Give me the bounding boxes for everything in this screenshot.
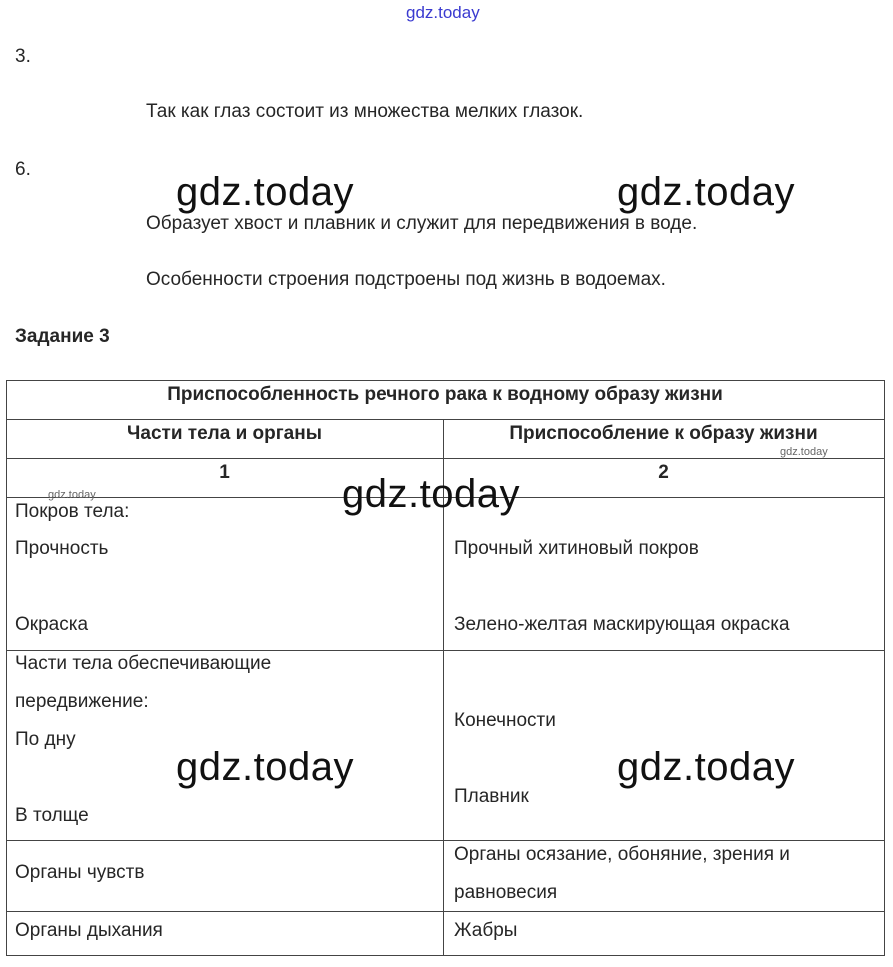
- cell-text: равновесия: [454, 882, 558, 903]
- column-number: 1: [219, 462, 230, 483]
- cell-text: Жабры: [454, 920, 518, 941]
- cell-text: Прочный хитиновый покров: [454, 538, 699, 559]
- cell-text: Части тела обеспечивающие: [15, 653, 272, 674]
- answer-text: Так как глаз состоит из множества мелких глазок.: [146, 101, 584, 122]
- table-title: Приспособленность речного рака к водному образу жизни: [167, 384, 723, 405]
- watermark: gdz.today: [176, 745, 354, 789]
- watermark-top: gdz.today: [406, 3, 480, 22]
- cell-text: передвижение:: [15, 691, 149, 712]
- cell-text: Прочность: [15, 538, 109, 559]
- cell-text: Плавник: [454, 786, 529, 807]
- answer-text: Образует хвост и плавник и служит для передвижения в воде.: [146, 213, 698, 234]
- task-title: Задание 3: [15, 326, 110, 347]
- column-header: Части тела и органы: [127, 423, 322, 444]
- watermark: gdz.today: [617, 745, 795, 789]
- cell-text: Органы дыхания: [15, 920, 163, 941]
- cell-text: Покров тела:: [15, 501, 130, 522]
- column-header: Приспособление к образу жизни: [509, 423, 818, 444]
- column-number: 2: [658, 462, 669, 483]
- watermark: gdz.today: [617, 170, 795, 214]
- watermark: gdz.today: [780, 446, 828, 458]
- cell-text: Органы чувств: [15, 862, 145, 883]
- cell-text: Конечности: [454, 710, 556, 731]
- watermark: gdz.today: [342, 472, 520, 516]
- section-number: 6.: [15, 159, 31, 180]
- answer-text: Особенности строения подстроены под жизнь в водоемах.: [146, 269, 666, 290]
- cell-text: Органы осязание, обоняние, зрения и: [454, 844, 790, 865]
- cell-text: Зелено-желтая маскирующая окраска: [454, 614, 790, 635]
- watermark: gdz.today: [176, 170, 354, 214]
- cell-text: В толще: [15, 805, 89, 826]
- section-number: 3.: [15, 46, 31, 67]
- watermark: gdz.today: [48, 489, 96, 501]
- cell-text: По дну: [15, 729, 76, 750]
- cell-text: Окраска: [15, 614, 89, 635]
